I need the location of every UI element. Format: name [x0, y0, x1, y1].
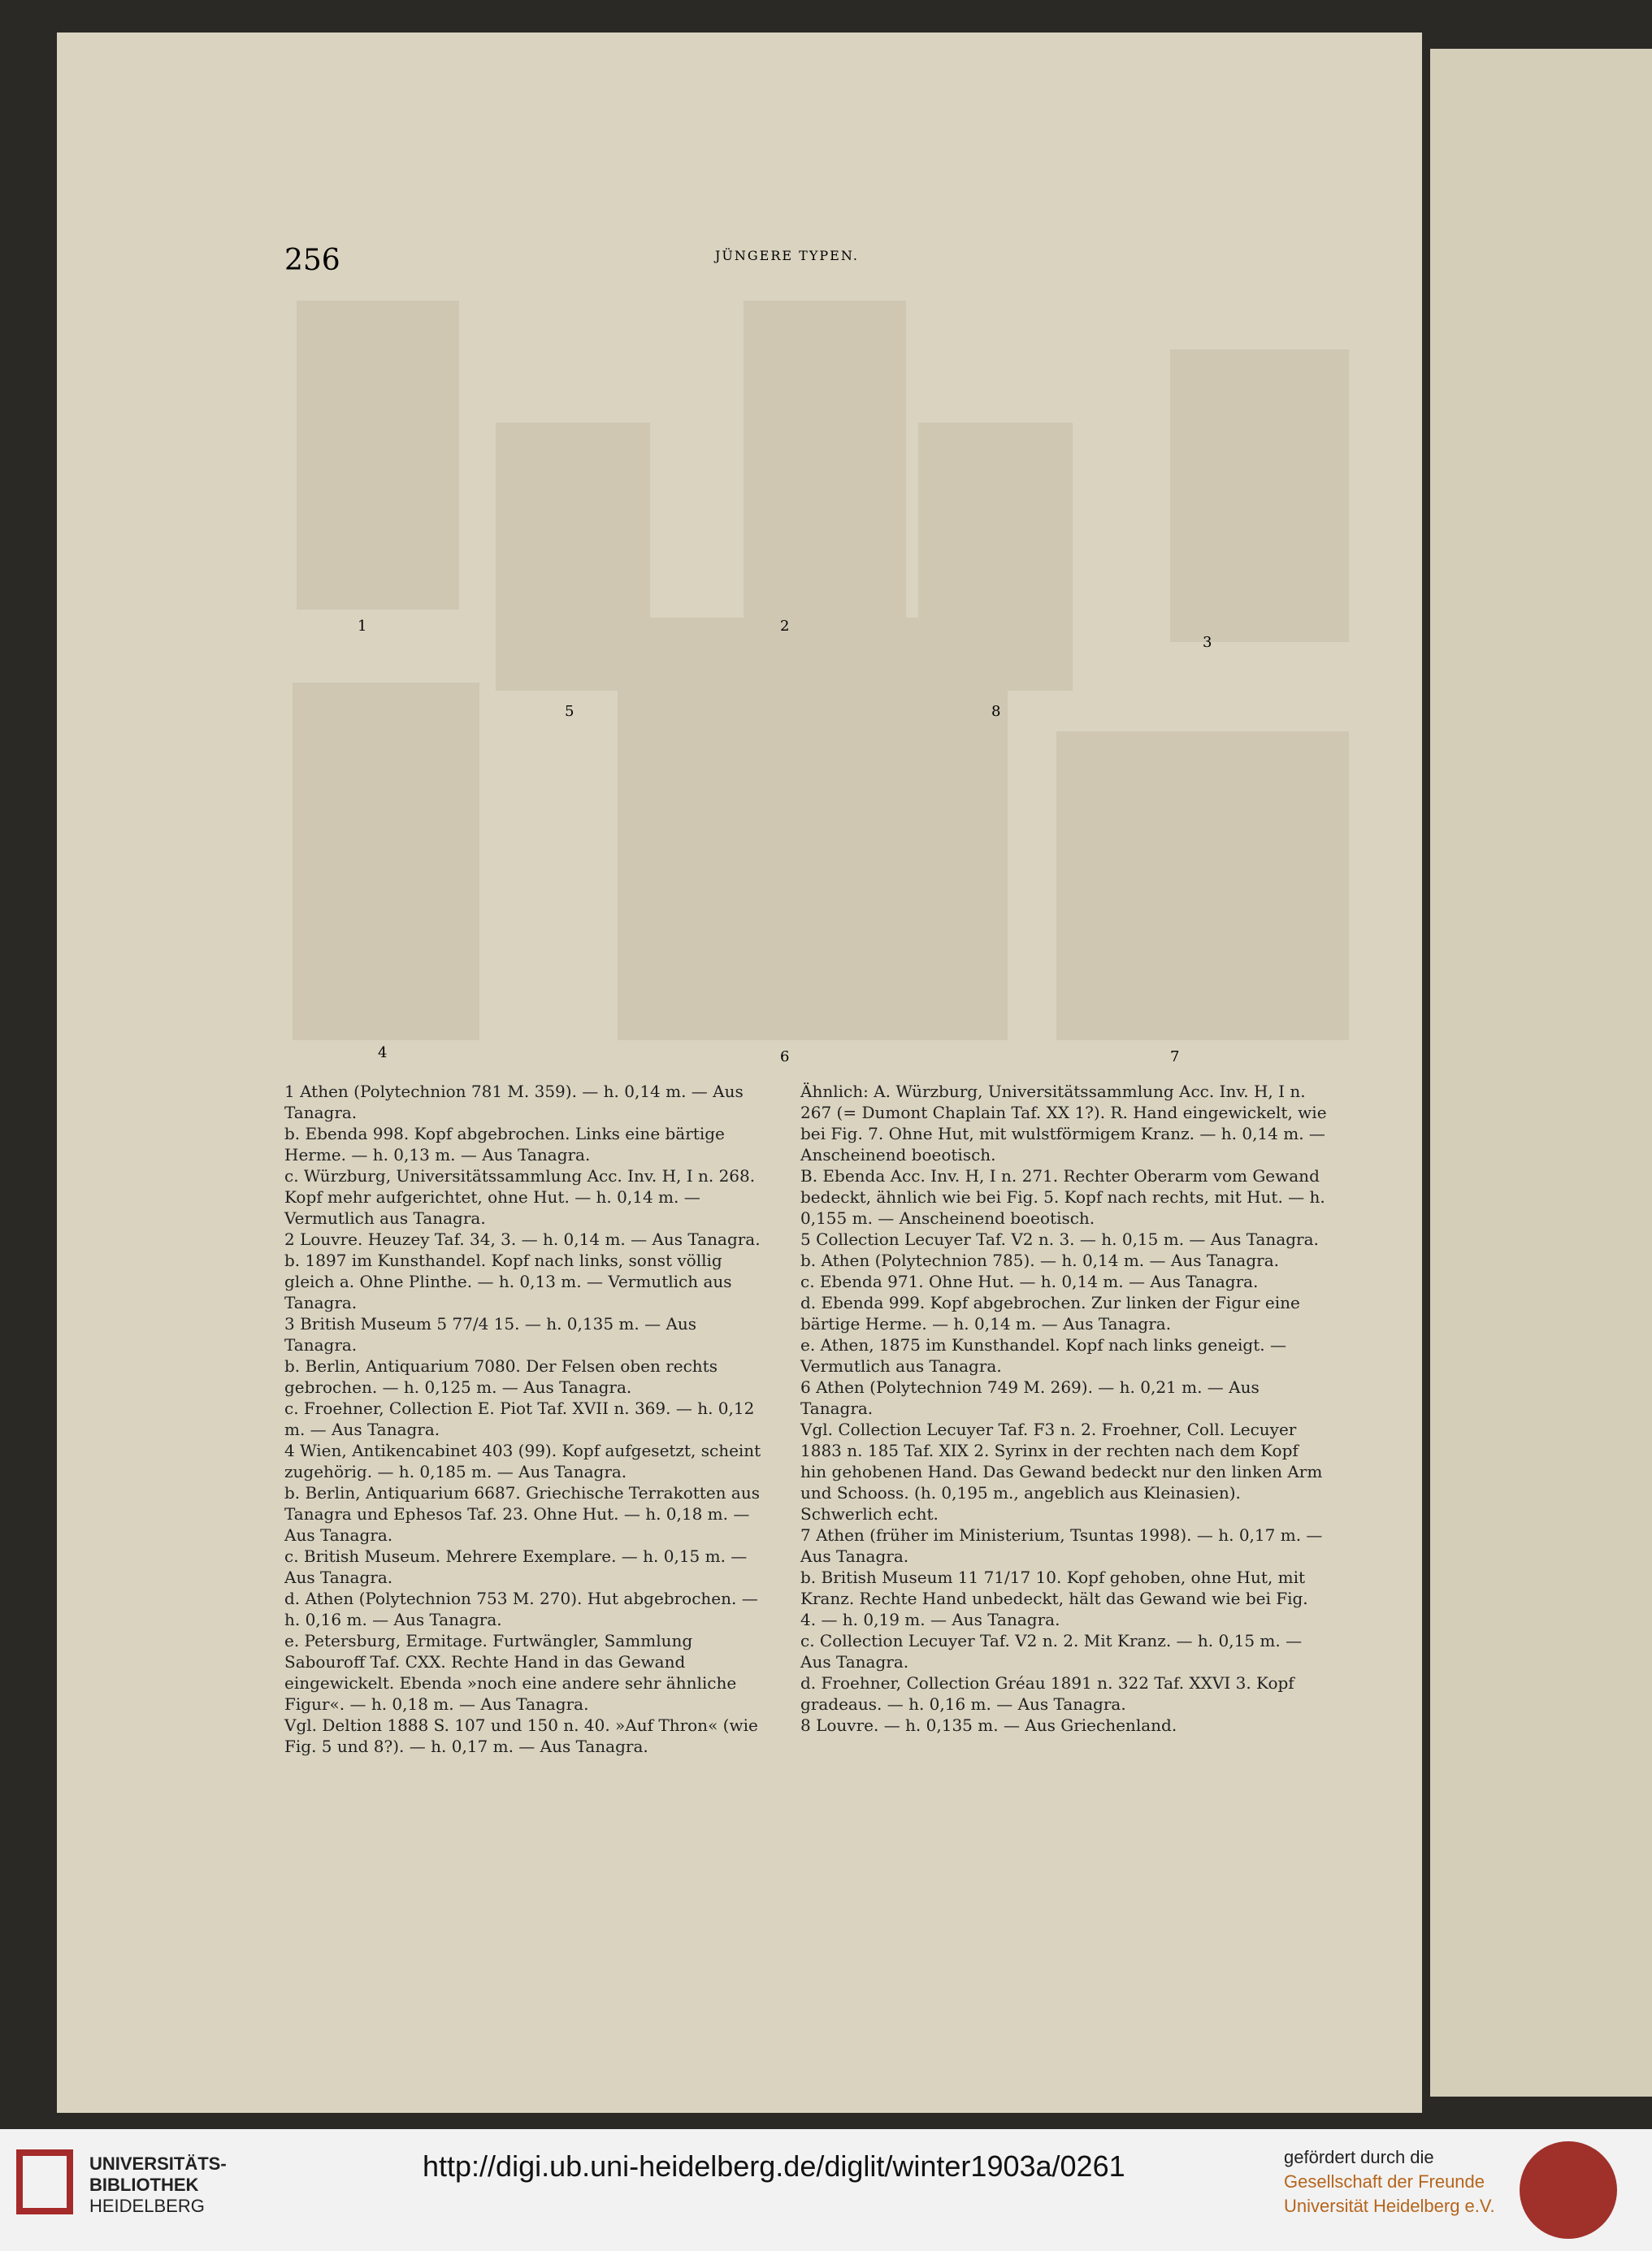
figure-label: 3: [1203, 634, 1212, 651]
figure-4: [293, 683, 479, 1040]
figure-label: 6: [780, 1048, 790, 1065]
sponsor-seal-icon: [1520, 2141, 1617, 2239]
figure-1: [297, 301, 459, 609]
page-number: 256: [284, 244, 340, 277]
entry: d. Froehner, Collection Gréau 1891 n. 322 Taf. XXVI 3. Kopf gradeaus. — h. 0,16 m. — Aus Tanagra.: [800, 1673, 1294, 1714]
facing-page: [1430, 49, 1652, 2097]
entry: b. Athen (Polytechnion 785). — h. 0,14 m. — Aus Tanagra.: [800, 1251, 1279, 1270]
sponsor-line: Gesellschaft der Freunde: [1284, 2171, 1485, 2192]
running-title: JÜNGERE TYPEN.: [715, 248, 859, 263]
figure-7: [1056, 731, 1349, 1040]
entry: e. Athen, 1875 im Kunsthandel. Kopf nach links geneigt. — Vermutlich aus Tanagra.: [800, 1335, 1286, 1376]
entry: e. Petersburg, Ermitage. Furtwängler, Sammlung Sabouroff Taf. CXX. Rechte Hand in das Gewand eingewickelt. Ebenda »noch eine andere sehr ähnliche Figur«. — h. 0,18 m. — Aus Tanagra.: [284, 1631, 737, 1714]
entry: 8 Louvre. — h. 0,135 m. — Aus Griechenland.: [800, 1715, 1177, 1735]
entry: c. Würzburg, Universitätssammlung Acc. Inv. H, I n. 268. Kopf mehr aufgerichtet, ohne Hut. — h. 0,14 m. — Vermutlich aus Tanagra.: [284, 1166, 756, 1228]
footer-bar: [0, 2129, 1652, 2251]
figure-label: 2: [780, 618, 790, 635]
entry: c. Froehner, Collection E. Piot Taf. XVII n. 369. — h. 0,12 m. — Aus Tanagra.: [284, 1399, 755, 1439]
entry: b. Berlin, Antiquarium 6687. Griechische Terrakotten aus Tanagra und Ephesos Taf. 23. Ohne Hut. — h. 0,18 m. — Aus Tanagra.: [284, 1483, 760, 1545]
library-line: HEIDELBERG: [89, 2196, 205, 2216]
entry: c. Ebenda 971. Ohne Hut. — h. 0,14 m. — Aus Tanagra.: [800, 1272, 1259, 1291]
figure-6: [618, 618, 1008, 1040]
entry: c. Collection Lecuyer Taf. V2 n. 2. Mit Kranz. — h. 0,15 m. — Aus Tanagra.: [800, 1631, 1303, 1672]
entry: Ähnlich: A. Würzburg, Universitätssammlung Acc. Inv. H, I n. 267 (= Dumont Chaplain Taf. XX 1?). R. Hand eingewickelt, wie bei Fig. 7. Ohne Hut, mit wulstförmigem Kranz. — h. 0,14 m. — Anscheinend boeotisch.: [800, 1082, 1327, 1165]
entry: 7 Athen (früher im Ministerium, Tsuntas 1998). — h. 0,17 m. — Aus Tanagra.: [800, 1525, 1323, 1566]
figure-label: 7: [1170, 1048, 1180, 1065]
entry: 6 Athen (Polytechnion 749 M. 269). — h. 0,21 m. — Aus Tanagra.: [800, 1377, 1260, 1418]
library-logo-icon: [16, 2149, 73, 2214]
sponsor-line: gefördert durch die: [1284, 2147, 1434, 2167]
figure-label: 8: [991, 703, 1001, 720]
left-text-column: [284, 1081, 772, 1757]
entry: 3 British Museum 5 77/4 15. — h. 0,135 m. — Aus Tanagra.: [284, 1314, 697, 1355]
figure-3: [1170, 349, 1349, 642]
entry: Vgl. Collection Lecuyer Taf. F3 n. 2. Froehner, Coll. Lecuyer 1883 n. 185 Taf. XIX 2. Syrinx in der rechten nach dem Kopf hin gehobenen Hand. Das Gewand bedeckt nur den linken Arm und Schooss. (h. 0,195 m., angeblich aus Kleinasien). Schwerlich echt.: [800, 1420, 1323, 1524]
entry: b. 1897 im Kunsthandel. Kopf nach links, sonst völlig gleich a. Ohne Plinthe. — h. 0,13 m. — Vermutlich aus Tanagra.: [284, 1251, 732, 1312]
figure-label: 1: [358, 618, 367, 635]
book-page: [57, 33, 1422, 2113]
entry: d. Athen (Polytechnion 753 M. 270). Hut abgebrochen. — h. 0,16 m. — Aus Tanagra.: [284, 1589, 758, 1629]
sponsor-line: Universität Heidelberg e.V.: [1284, 2196, 1495, 2216]
figure-label: 4: [378, 1044, 388, 1061]
library-line: BIBLIOTHEK: [89, 2175, 199, 2195]
entry: 2 Louvre. Heuzey Taf. 34, 3. — h. 0,14 m. — Aus Tanagra.: [284, 1230, 761, 1249]
entry: 5 Collection Lecuyer Taf. V2 n. 3. — h. 0,15 m. — Aus Tanagra.: [800, 1230, 1319, 1249]
entry: c. British Museum. Mehrere Exemplare. — h. 0,15 m. — Aus Tanagra.: [284, 1546, 748, 1587]
entry: B. Ebenda Acc. Inv. H, I n. 271. Rechter Oberarm vom Gewand bedeckt, ähnlich wie bei Fig. 5. Kopf nach rechts, mit Hut. — h. 0,155 m. — Anscheinend boeotisch.: [800, 1166, 1325, 1228]
entry: b. British Museum 11 71/17 10. Kopf gehoben, ohne Hut, mit Kranz. Rechte Hand unbedeckt, hält das Gewand wie bei Fig. 4. — h. 0,19 m. — Aus Tanagra.: [800, 1568, 1308, 1629]
library-line: UNIVERSITÄTS-: [89, 2153, 227, 2174]
figure-label: 5: [565, 703, 575, 720]
entry: b. Ebenda 998. Kopf abgebrochen. Links eine bärtige Herme. — h. 0,13 m. — Aus Tanagra.: [284, 1124, 725, 1165]
figure-2: [744, 301, 906, 626]
source-url[interactable]: http://digi.ub.uni-heidelberg.de/diglit/winter1903a/0261: [423, 2149, 1125, 2183]
entry: Vgl. Deltion 1888 S. 107 und 150 n. 40. »Auf Thron« (wie Fig. 5 und 8?). — h. 0,17 m. — Aus Tanagra.: [284, 1715, 758, 1756]
entry: b. Berlin, Antiquarium 7080. Der Felsen oben rechts gebrochen. — h. 0,125 m. — Aus Tanagra.: [284, 1356, 718, 1397]
entry: d. Ebenda 999. Kopf abgebrochen. Zur linken der Figur eine bärtige Herme. — h. 0,14 m. — Aus Tanagra.: [800, 1293, 1300, 1334]
right-text-column: [800, 1081, 1329, 1736]
entry: 1 Athen (Polytechnion 781 M. 359). — h. 0,14 m. — Aus Tanagra.: [284, 1082, 744, 1122]
sponsor-text: [1284, 2145, 1495, 2218]
library-name: [89, 2153, 227, 2217]
entry: 4 Wien, Antikencabinet 403 (99). Kopf aufgesetzt, scheint zugehörig. — h. 0,185 m. — Aus Tanagra.: [284, 1441, 761, 1481]
